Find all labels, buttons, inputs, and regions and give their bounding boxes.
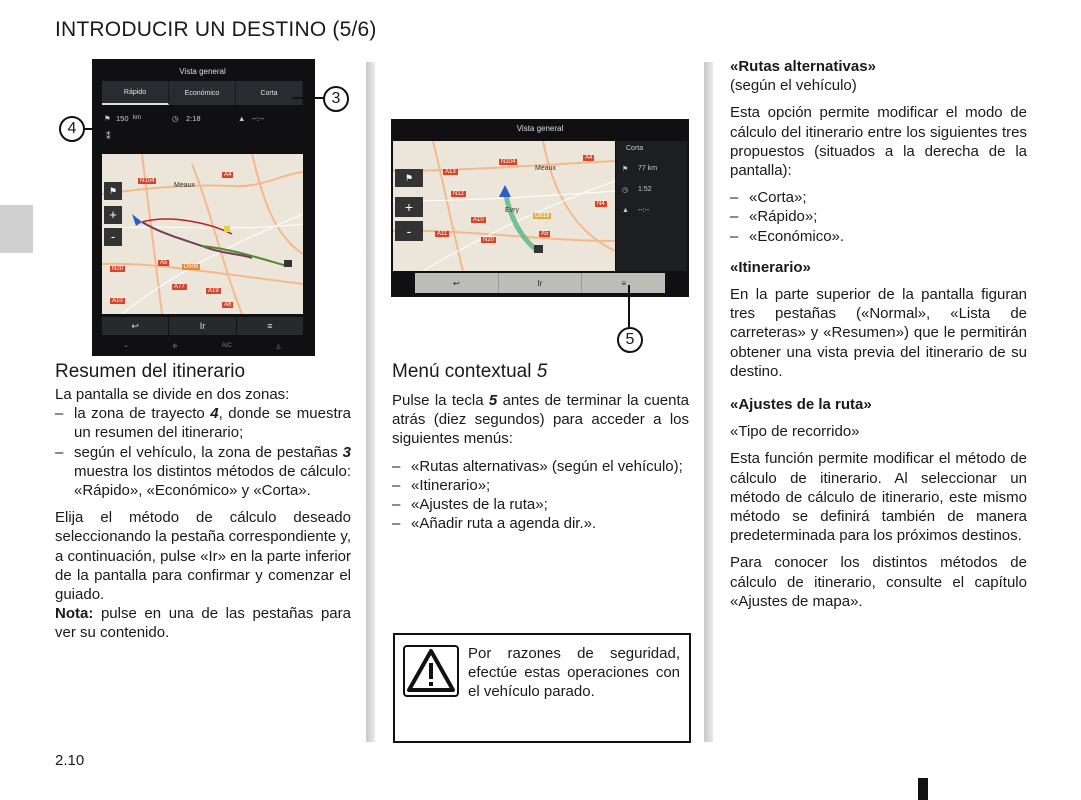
clock-icon: ◷ [622, 187, 629, 194]
column-divider [704, 62, 713, 742]
distance-value: 150 [116, 114, 129, 123]
callout-line [292, 97, 324, 99]
road-label: A13 [445, 169, 456, 175]
context-menu-button[interactable]: ≡ [621, 278, 627, 288]
route-alternative-panel [616, 141, 687, 271]
print-marker [918, 778, 928, 800]
alert-value: --:-- [638, 207, 650, 214]
distance-unit: km [133, 115, 141, 121]
warning-triangle-icon: ▲ [238, 114, 246, 123]
screen-header: Vista general [179, 67, 226, 76]
route-type-label: Corta [626, 145, 644, 152]
compass-icon[interactable]: ⚑ [104, 182, 122, 200]
town-label: Meaux [174, 182, 196, 189]
tab-corta[interactable]: Corta [236, 81, 303, 105]
zoom-out-button[interactable]: - [104, 228, 122, 246]
route-method-tabs [102, 81, 303, 105]
column-3-body [730, 57, 1027, 611]
seat-icon: ⌁ [124, 343, 128, 350]
list-item: – «Ajustes de la ruta»; [392, 496, 548, 514]
note-text: Nota: pulse en una de las pestañas para ver su contenido. [55, 605, 351, 642]
road-label: A19 [208, 288, 219, 294]
fan-icon: ✣ [172, 343, 178, 350]
road-label: N12 [453, 191, 465, 197]
route-overview-screen [92, 59, 315, 356]
subheading: «Rutas alternativas» [730, 58, 876, 75]
callout-line [628, 285, 630, 327]
screen-action-bar [102, 317, 303, 335]
tab-economico[interactable]: Económico [169, 81, 236, 105]
road-label: N104 [501, 159, 516, 165]
flag-icon: ⚑ [622, 166, 629, 173]
road-label: A10 [473, 217, 484, 223]
section-heading: Resumen del itinerario [55, 361, 246, 382]
clock-icon: ◷ [172, 114, 179, 123]
road-label: A11 [437, 231, 448, 237]
traffic-icon: ⁑ [106, 131, 111, 141]
road-label: A77 [174, 284, 185, 290]
intro-text: Pulse la tecla 5 antes de terminar la cuenta atrás (diez segundos) para acceder a los siguientes menús: [392, 392, 689, 448]
distance-value: 77 km [638, 165, 658, 172]
back-button[interactable]: ↩ [415, 273, 499, 293]
road-label: N4 [597, 201, 605, 207]
callout-5: 5 [617, 327, 643, 353]
column-2-body [392, 391, 689, 533]
paragraph: Para conocer los distintos métodos de cálculo de itinerario, consulte el capítulo «Ajustes de mapa». [730, 554, 1027, 610]
section-heading: Menú contextual 5 [392, 361, 548, 382]
road-label: A5 [541, 231, 549, 237]
road-label: A4 [585, 155, 593, 161]
subheading-note: (según el vehículo) [730, 77, 857, 95]
defrost-icon: ◬ [276, 343, 281, 350]
road-label: N20 [483, 237, 495, 243]
road-label: A6 [224, 302, 232, 308]
safety-warning-box [393, 633, 691, 743]
climate-bar [102, 339, 303, 353]
list-item: – «Rápido»; [730, 208, 818, 226]
road-label: A5 [160, 260, 168, 266]
road-label: A10 [112, 298, 123, 304]
callout-line [85, 128, 117, 130]
callout-3: 3 [323, 86, 349, 112]
warning-text: Por razones de seguridad, efectúe estas operaciones con el vehículo parado. [468, 645, 680, 701]
paragraph: Esta función permite modificar el método de cálculo de itinerario. Al seleccionar un método de cálculo de itinerario, este mismo método se definirá también de manera predeterminada para los próximos destinos. [730, 450, 1027, 545]
ac-label: A/C [221, 343, 232, 349]
time-value: 1:52 [638, 186, 652, 193]
paragraph: En la parte superior de la pantalla figuran tres pestañas («Normal», «Lista de carreteras» y «Resumen») que le permitirán obtener una vista previa del itinerario de su destino. [730, 286, 1027, 380]
road-label: A4 [224, 172, 232, 178]
go-button[interactable]: Ir [499, 273, 583, 293]
list-item: – «Itinerario»; [392, 476, 491, 494]
road-label: D606 [184, 264, 199, 270]
warning-icon [403, 645, 459, 697]
callout-4: 4 [59, 116, 85, 142]
subheading: «Ajustes de la ruta» [730, 396, 872, 414]
list-item: – según el vehículo, la zona de pestañas 3 muestra los distintos métodos de cálculo: «Rápido», «Económico» y «Corta». [55, 443, 351, 500]
list-item: – «Económico». [730, 227, 845, 245]
road-label: N104 [140, 178, 155, 184]
town-label: Meaux [535, 165, 557, 172]
route-map[interactable] [393, 141, 615, 271]
paragraph: Esta opción permite modificar el modo de cálculo del itinerario entre los siguientes tres propuestos (situados a la derecha de la pantalla): [730, 104, 1027, 180]
list-item: – «Rutas alternativas» (según el vehículo); [392, 457, 683, 475]
zoom-in-button[interactable]: + [395, 197, 423, 217]
list-item: – «Corta»; [730, 189, 807, 207]
list-item: – la zona de trayecto 4, donde se muestra un resumen del itinerario; [55, 405, 351, 442]
back-button[interactable]: ↩ [102, 317, 169, 335]
zoom-out-button[interactable]: - [395, 221, 423, 241]
intro-text: La pantalla se divide en dos zonas: [55, 386, 290, 403]
route-summary-zone [102, 111, 303, 127]
column-divider [366, 62, 375, 742]
subheading: «Itinerario» [730, 258, 811, 276]
page-number: 2.10 [55, 752, 85, 769]
warning-triangle-icon: ▲ [622, 207, 629, 214]
town-label: Evry [505, 207, 519, 214]
section-tab-marker [0, 205, 33, 253]
go-button[interactable]: Ir [169, 317, 236, 335]
alert-value: --:-- [252, 114, 265, 123]
instruction-text: Elija el método de cálculo deseado seleccionando la pestaña correspondiente y, a continuación, pulse «Ir» en la parte inferior de la pantalla para confirmar y comenzar el guiado. [55, 509, 352, 604]
list-item: – «Añadir ruta a agenda dir.». [392, 515, 597, 533]
time-value: 2:18 [186, 114, 201, 123]
tab-rapido[interactable]: Rápido [102, 81, 169, 105]
zoom-in-button[interactable]: + [104, 206, 122, 224]
page-title: INTRODUCIR UN DESTINO (5/6) [55, 18, 377, 41]
map-graphic [102, 154, 303, 314]
route-map[interactable] [102, 154, 303, 314]
road-label: D619 [535, 213, 550, 219]
compass-icon[interactable]: ⚑ [395, 169, 423, 187]
menu-icon[interactable]: ≡ [267, 321, 273, 331]
road-label: N20 [112, 266, 124, 272]
subheading-note: «Tipo de recorrido» [730, 423, 860, 441]
flag-icon: ⚑ [104, 114, 111, 123]
screen-header: Vista general [516, 124, 564, 133]
context-menu-screen [391, 119, 689, 297]
column-1-body [55, 385, 351, 643]
